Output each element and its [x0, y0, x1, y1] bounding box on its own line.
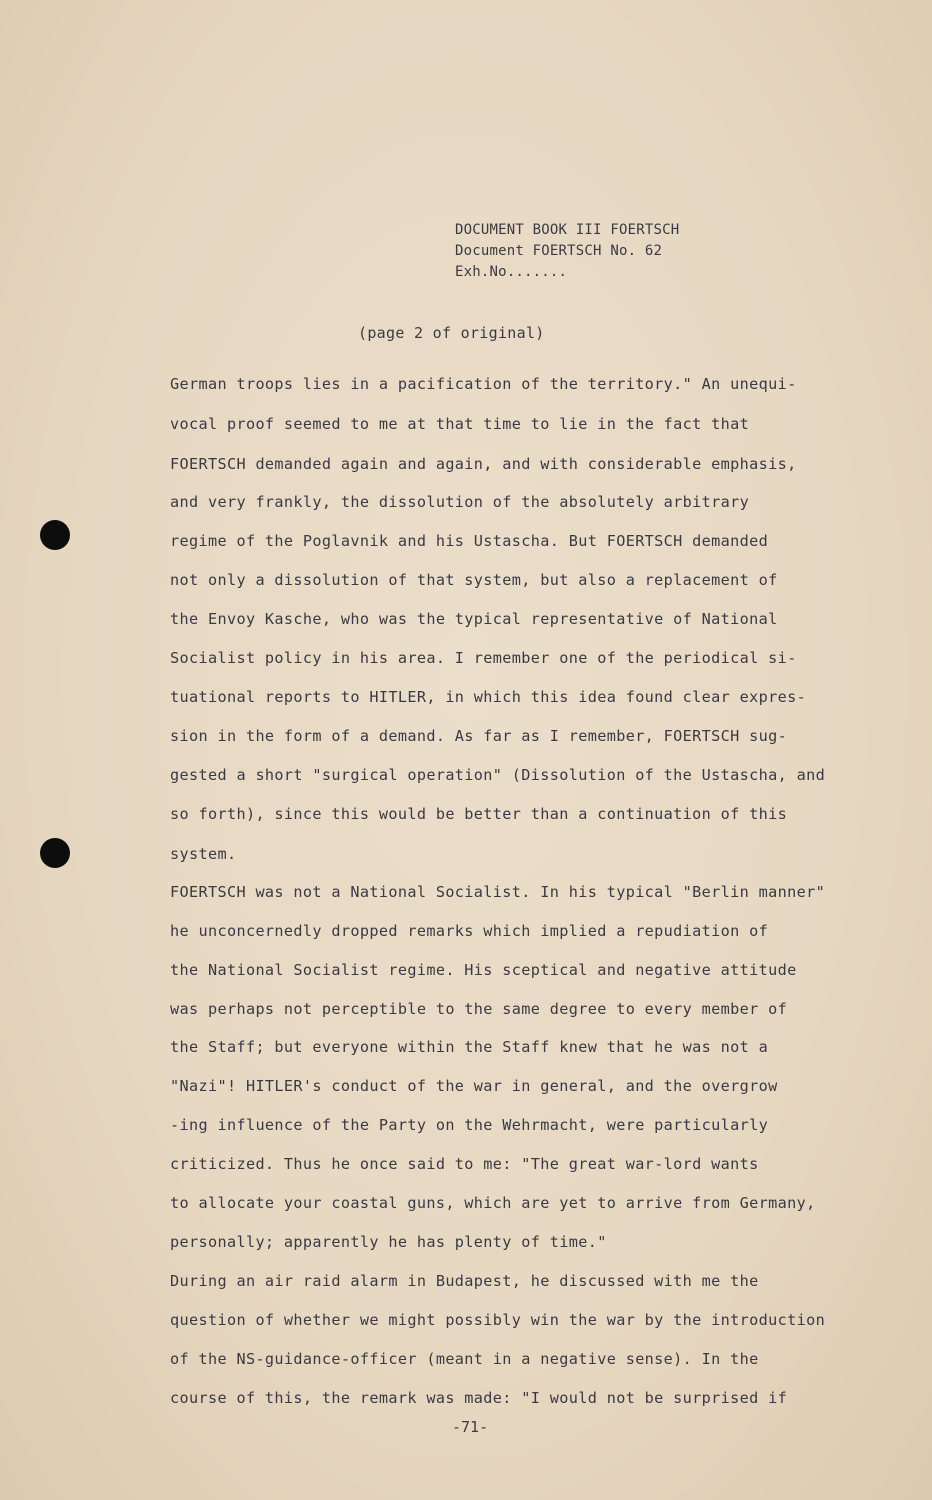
punch-hole — [40, 838, 70, 868]
text-line: FOERTSCH demanded again and again, and with considerable emphasis, — [170, 455, 797, 473]
text-line: to allocate your coastal guns, which are yet to arrive from Germany, — [170, 1194, 816, 1212]
text-line: personally; apparently he has plenty of time." — [170, 1233, 607, 1251]
text-line: he unconcernedly dropped remarks which implied a repudiation of — [170, 922, 769, 940]
text-line: vocal proof seemed to me at that time to lie in the fact that — [170, 415, 750, 433]
text-line: the Envoy Kasche, who was the typical representative of National — [170, 610, 778, 628]
text-line: question of whether we might possibly win the war by the introduction — [170, 1311, 826, 1329]
text-line: "Nazi"! HITLER's conduct of the war in general, and the overgrow — [170, 1077, 778, 1095]
text-line: the Staff; but everyone within the Staff knew that he was not a — [170, 1038, 769, 1056]
document-book-title: DOCUMENT BOOK III FOERTSCH — [455, 222, 680, 238]
text-line: German troops lies in a pacification of the territory." An unequi- — [170, 375, 797, 393]
punch-hole — [40, 520, 70, 550]
page-number: -71- — [452, 1418, 489, 1436]
document-number: Document FOERTSCH No. 62 — [455, 243, 663, 259]
page-note: (page 2 of original) — [358, 324, 545, 342]
text-line: system. — [170, 845, 237, 863]
text-line: not only a dissolution of that system, but also a replacement of — [170, 571, 778, 589]
text-line: course of this, the remark was made: "I would not be surprised if — [170, 1389, 788, 1407]
text-line: During an air raid alarm in Budapest, he discussed with me the — [170, 1272, 759, 1290]
text-line: gested a short "surgical operation" (Dissolution of the Ustascha, and — [170, 766, 826, 784]
text-line: so forth), since this would be better than a continuation of this — [170, 805, 788, 823]
text-line: Socialist policy in his area. I remember one of the periodical si- — [170, 649, 797, 667]
exhibit-number: Exh.No....... — [455, 264, 568, 280]
text-line: -ing influence of the Party on the Wehrmacht, were particularly — [170, 1116, 769, 1134]
text-line: tuational reports to HITLER, in which this idea found clear expres- — [170, 688, 807, 706]
text-line: was perhaps not perceptible to the same degree to every member of — [170, 1000, 788, 1018]
text-line: and very frankly, the dissolution of the absolutely arbitrary — [170, 493, 750, 511]
document-header — [455, 220, 679, 283]
text-line: the National Socialist regime. His sceptical and negative attitude — [170, 961, 797, 979]
text-line: FOERTSCH was not a National Socialist. In his typical "Berlin manner" — [170, 883, 826, 901]
text-line: sion in the form of a demand. As far as I remember, FOERTSCH sug- — [170, 727, 788, 745]
text-line: of the NS-guidance-officer (meant in a negative sense). In the — [170, 1350, 759, 1368]
text-line: regime of the Poglavnik and his Ustascha. But FOERTSCH demanded — [170, 532, 769, 550]
text-line: criticized. Thus he once said to me: "The great war-lord wants — [170, 1155, 759, 1173]
